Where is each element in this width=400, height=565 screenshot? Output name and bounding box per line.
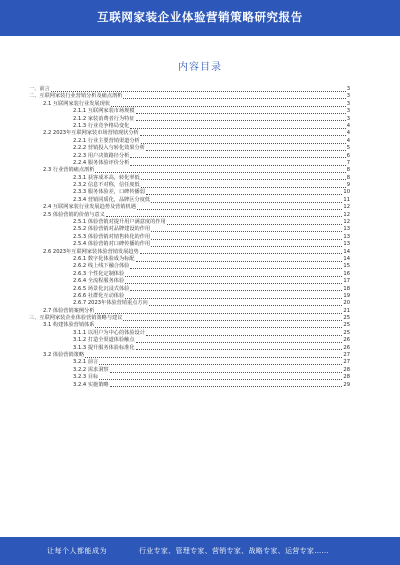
toc-entry-title: 2.6.5 场景化沉浸式体验	[73, 285, 130, 292]
toc-entry-page: 14	[343, 248, 350, 255]
toc-entry-title: 二、互联网家装行业营销分析及痛点剖析	[29, 93, 123, 100]
toc-entry-page: 12	[343, 219, 350, 226]
toc-leader-dots	[123, 320, 342, 321]
toc-entry-page: 26	[343, 337, 350, 344]
toc-entry-page: 18	[343, 285, 350, 292]
toc-entry-title: 2.2.4 服务体验评价分析	[73, 159, 130, 166]
toc-leader-dots	[136, 349, 343, 350]
toc-entry-title: 2.5 体验营销的价值与意义	[43, 211, 105, 218]
toc-entry-title: 2.6.7 2023年体验营销重点方向	[73, 300, 148, 307]
toc-entry[interactable]	[29, 108, 350, 115]
toc-entry-title: 一、前言	[29, 85, 50, 92]
toc-entry-page: 6	[346, 152, 350, 159]
toc-entry-page: 4	[346, 137, 350, 144]
toc-entry-page: 28	[343, 366, 350, 373]
toc-entry[interactable]	[29, 345, 350, 352]
toc-entry-title: 2.2.2 营销投入与转化效果分析	[73, 145, 145, 152]
toc-entry-title: 2.4 互联网家装行业发展趋势及营销机遇	[43, 204, 136, 211]
toc-leader-dots	[151, 239, 342, 240]
toc-entry-title: 三、互联网家装企业体验营销策略与建议	[29, 315, 123, 322]
toc-entry[interactable]	[29, 145, 350, 152]
toc-entry-page: 13	[343, 226, 350, 233]
toc-entry-title: 3.1.1 以用户为中心的体验设计	[73, 329, 145, 336]
toc-leader-dots	[136, 120, 346, 121]
toc-entry-title: 2.5.2 体验营销对品牌建设的作用	[73, 226, 151, 233]
toc-entry-title: 2.6 2023年互联网家装体验营销发展趋势	[43, 248, 139, 255]
toc-leader-dots	[130, 290, 342, 291]
toc-leader-dots	[123, 98, 345, 99]
toc-entry-page: 27	[343, 359, 350, 366]
toc-leader-dots	[151, 231, 342, 232]
toc-entry[interactable]	[29, 249, 350, 256]
toc-entry-title: 3.2.2 需求洞察	[73, 366, 109, 373]
toc-entry[interactable]	[29, 93, 350, 100]
toc-entry-page: 8	[346, 174, 350, 181]
toc-entry-title: 3.1.2 打造全渠道体验触点	[73, 337, 135, 344]
toc-leader-dots	[125, 276, 342, 277]
toc-entry-page: 25	[343, 322, 350, 329]
toc-entry[interactable]	[29, 382, 350, 389]
toc-leader-dots	[125, 298, 342, 299]
toc-leader-dots	[149, 305, 343, 306]
toc-entry-title: 2.3.1 获客成本高，转化率低	[73, 174, 140, 181]
toc-entry[interactable]	[29, 212, 350, 219]
toc-leader-dots	[130, 157, 345, 158]
toc-leader-dots	[95, 327, 342, 328]
toc-entry-page: 3	[346, 93, 350, 100]
toc-leader-dots	[141, 143, 346, 144]
toc-entry-title: 2.6.3 个性化定制体验	[73, 270, 125, 277]
toc-entry[interactable]	[29, 153, 350, 160]
toc-entry-page: 11	[343, 196, 350, 203]
toc-entry-title: 2.2 2023年互联网家装市场营销现状分析	[43, 130, 139, 137]
toc-entry-title: 2.5.1 体验营销对提升用户满意度的作用	[73, 219, 166, 226]
toc-entry-page: 20	[343, 300, 350, 307]
toc-entry-title: 2.6.6 社群化互动体验	[73, 292, 125, 299]
toc-leader-dots	[141, 187, 346, 188]
toc-entry-title: 2.1.1 互联网家装市场规模	[73, 108, 135, 115]
toc-entry-title: 2.6.2 线上线下融合体验	[73, 263, 130, 270]
toc-entry[interactable]	[29, 359, 350, 366]
toc-leader-dots	[110, 386, 343, 387]
toc-leader-dots	[141, 179, 346, 180]
toc-entry[interactable]	[29, 337, 350, 344]
toc-leader-dots	[136, 261, 343, 262]
toc-leader-dots	[111, 106, 346, 107]
toc-entry-page: 5	[346, 145, 350, 152]
toc-leader-dots	[167, 224, 343, 225]
toc-entry-title: 2.5.4 体验营销对口碑传播的作用	[73, 241, 151, 248]
toc-entry-title: 2.3.4 营销同质化，品牌区分度低	[73, 196, 151, 203]
toc-leader-dots	[146, 194, 342, 195]
toc-entry[interactable]	[29, 204, 350, 211]
toc-leader-dots	[99, 364, 342, 365]
toc-leader-dots	[146, 150, 346, 151]
toc-entry-page: 3	[346, 115, 350, 122]
toc-entry-page: 8	[346, 167, 350, 174]
toc-entry-title: 2.3.3 服务体验差，口碑传播弱	[73, 189, 145, 196]
toc-entry-title: 2.3 行业营销痛点剖析	[43, 167, 95, 174]
toc-entry-page: 3	[346, 85, 350, 92]
toc-entry-page: 13	[343, 233, 350, 240]
toc-leader-dots	[146, 335, 342, 336]
toc-entry-page: 3	[346, 100, 350, 107]
toc-entry-title: 2.2.3 用户决策路径分析	[73, 152, 130, 159]
toc-entry-title: 2.1.3 行业竞争格局变化	[73, 122, 130, 129]
toc-leader-dots	[125, 283, 342, 284]
toc-entry[interactable]	[29, 300, 350, 307]
toc-entry-page: 19	[343, 292, 350, 299]
toc-entry-page: 3	[346, 108, 350, 115]
toc-entry[interactable]	[29, 189, 350, 196]
toc-entry-page: 28	[343, 374, 350, 381]
toc-entry-title: 2.6.4 全流程服务体验	[73, 278, 125, 285]
toc-leader-dots	[110, 372, 343, 373]
toc-entry-page: 27	[343, 352, 350, 359]
toc-entry[interactable]	[29, 263, 350, 270]
toc-leader-dots	[140, 135, 346, 136]
toc-entry-page: 25	[343, 315, 350, 322]
toc-entry-title: 2.6.1 数字化体验成为标配	[73, 255, 135, 262]
toc-entry[interactable]	[29, 116, 350, 123]
toc-entry-title: 2.5.3 体验营销对销售转化的作用	[73, 233, 151, 240]
toc-entry-title: 2.1.2 家装消费者行为特征	[73, 115, 135, 122]
toc-leader-dots	[137, 209, 342, 210]
toc-entry-page: 10	[343, 189, 350, 196]
toc-entry-page: 17	[343, 278, 350, 285]
footer-slogan: 让每个人都能成为	[47, 547, 107, 555]
toc-entry-page: 9	[346, 182, 350, 189]
toc-leader-dots	[151, 246, 342, 247]
document-title: 互联网家装企业体验营销策略研究报告	[97, 10, 303, 24]
toc-entry-title: 3.2.4 实施策略	[73, 381, 109, 388]
toc-entry-page: 12	[343, 211, 350, 218]
toc-heading: 内容目录	[178, 62, 222, 73]
toc-entry-title: 2.3.2 信息不对称，信任度低	[73, 182, 140, 189]
toc-entry[interactable]	[29, 130, 350, 137]
toc-entry-page: 7	[346, 159, 350, 166]
toc-entry[interactable]	[29, 278, 350, 285]
toc-entry-page: 13	[343, 241, 350, 248]
toc-entry-title: 3.2 体验营销策略	[43, 352, 85, 359]
toc-entry-title: 2.2.1 行业主要营销渠道分析	[73, 137, 140, 144]
toc-entry-page: 25	[343, 329, 350, 336]
toc-leader-dots	[151, 202, 342, 203]
toc-leader-dots	[51, 91, 346, 92]
toc-leader-dots	[85, 357, 342, 358]
table-of-contents	[29, 86, 350, 389]
toc-entry[interactable]	[29, 286, 350, 293]
toc-entry-page: 16	[343, 270, 350, 277]
toc-entry[interactable]	[29, 374, 350, 381]
toc-entry-title: 3.2.1 前言	[73, 359, 99, 366]
footer-banner	[0, 537, 400, 565]
toc-entry-page: 4	[346, 130, 350, 137]
toc-leader-dots	[136, 342, 343, 343]
toc-entry-page: 29	[343, 381, 350, 388]
toc-leader-dots	[130, 128, 345, 129]
toc-entry[interactable]	[29, 323, 350, 330]
toc-entry-title: 3.2.3 目标	[73, 374, 99, 381]
toc-entry-page: 12	[343, 204, 350, 211]
header-banner	[0, 0, 400, 36]
toc-entry-title: 2.1 互联网家装行业发展现状	[43, 100, 110, 107]
toc-entry-page: 21	[343, 307, 350, 314]
toc-entry-page: 15	[343, 263, 350, 270]
toc-entry-title: 3.1.3 提升服务体验标准化	[73, 344, 135, 351]
toc-leader-dots	[95, 172, 345, 173]
toc-leader-dots	[130, 165, 345, 166]
toc-leader-dots	[140, 253, 343, 254]
toc-entry[interactable]	[29, 226, 350, 233]
toc-entry-title: 2.7 体验营销案例分析	[43, 307, 95, 314]
toc-entry-page: 4	[346, 122, 350, 129]
toc-entry[interactable]	[29, 308, 350, 315]
toc-entry-page: 14	[343, 255, 350, 262]
footer-roles: 行业专家、管理专家、营销专家、战略专家、运营专家……	[139, 547, 329, 555]
toc-entry-page: 26	[343, 344, 350, 351]
toc-leader-dots	[95, 313, 342, 314]
toc-entry-title: 3.1 构建体验营销体系	[43, 322, 95, 329]
toc-leader-dots	[106, 216, 343, 217]
toc-leader-dots	[130, 268, 342, 269]
toc-entry[interactable]	[29, 241, 350, 248]
toc-entry[interactable]	[29, 167, 350, 174]
toc-entry[interactable]	[29, 175, 350, 182]
toc-leader-dots	[136, 113, 346, 114]
toc-leader-dots	[99, 379, 342, 380]
